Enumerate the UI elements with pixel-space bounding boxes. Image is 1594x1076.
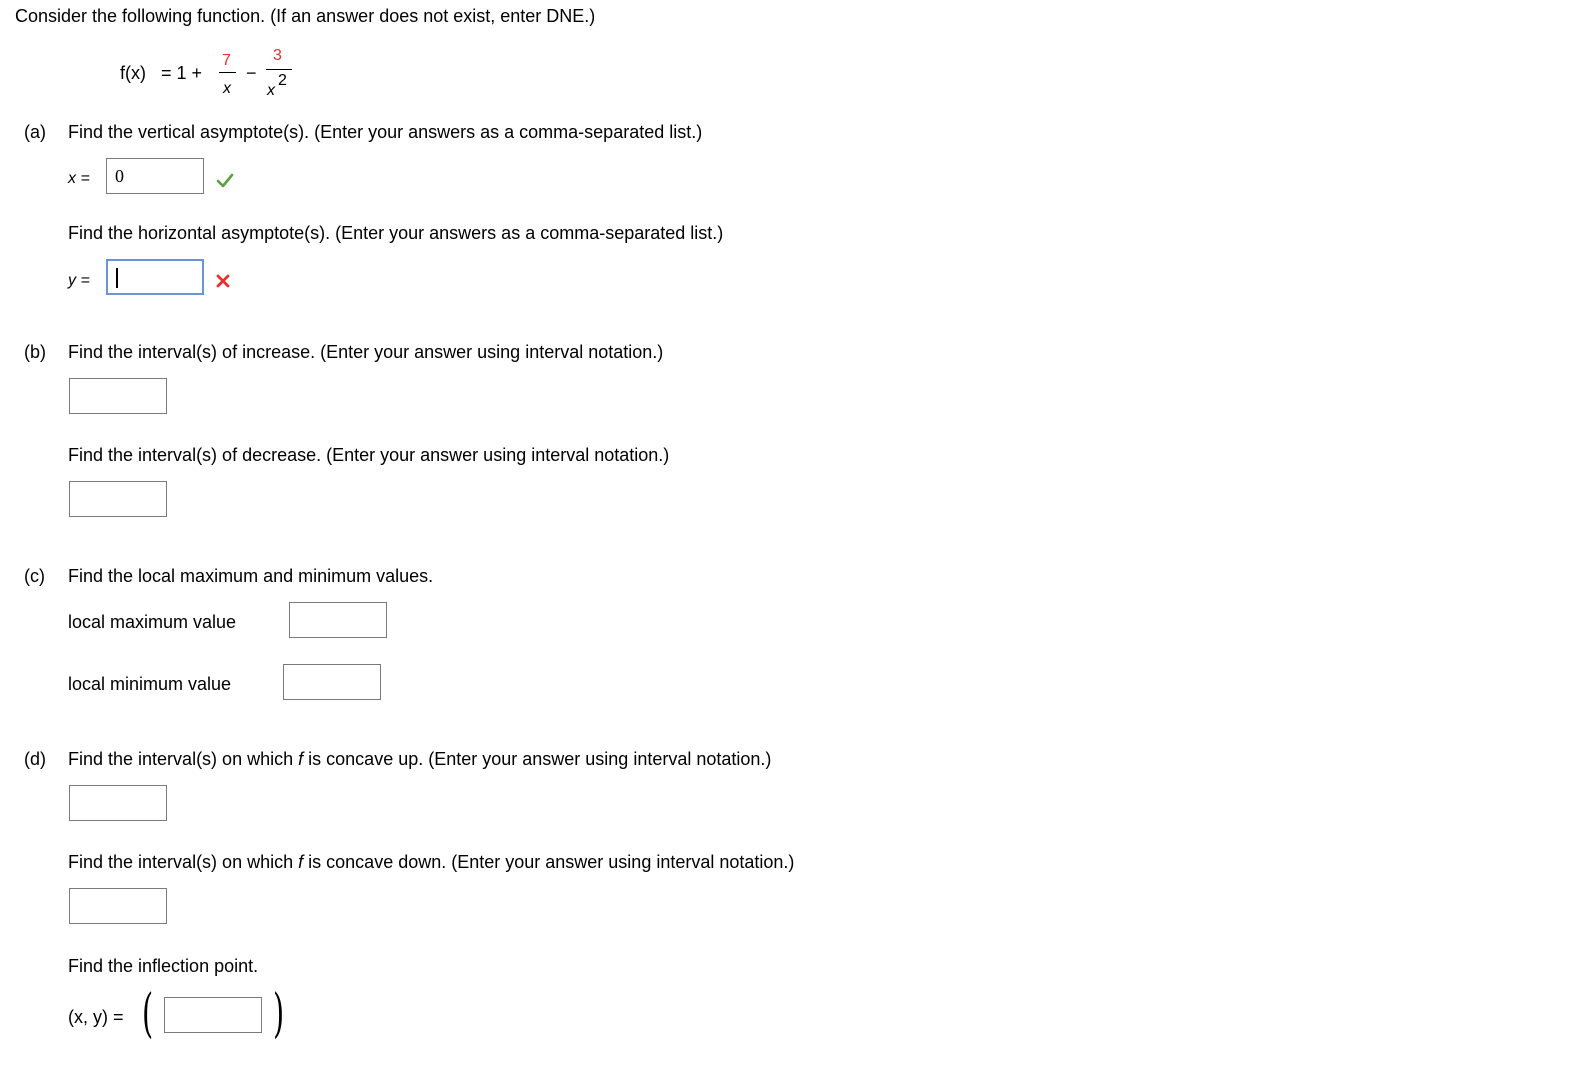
inflection-xy-label: (x, y) = xyxy=(68,1007,124,1027)
increase-interval-input[interactable] xyxy=(69,378,167,414)
fraction1-denominator: x xyxy=(223,80,231,97)
part-b-label: (b) xyxy=(24,342,46,362)
fraction1-bar xyxy=(219,72,236,73)
part-c-prompt: Find the local maximum and minimum values. xyxy=(68,566,434,586)
local-min-input[interactable] xyxy=(283,664,381,700)
text-caret xyxy=(116,268,118,288)
intro-text: Consider the following function. (If an answer does not exist, enter DNE.) xyxy=(15,6,596,26)
horizontal-asymptote-prompt: Find the horizontal asymptote(s). (Enter your answers as a comma-separated list.) xyxy=(68,223,724,243)
close-parenthesis: ) xyxy=(273,984,285,1044)
function-lhs: f(x) xyxy=(120,63,146,83)
vertical-asymptote-input[interactable] xyxy=(106,158,204,194)
part-a-prompt: Find the vertical asymptote(s). (Enter your answers as a comma-separated list.) xyxy=(68,122,703,142)
fraction2-numerator: 3 xyxy=(273,47,282,64)
local-max-label: local maximum value xyxy=(68,612,237,632)
vertical-asymptote-value: 0 xyxy=(115,166,124,186)
part-c-label: (c) xyxy=(24,566,45,586)
concave-up-prompt: Find the interval(s) on which f is concave up. (Enter your answer using interval notation.) xyxy=(68,749,772,769)
decrease-interval-input[interactable] xyxy=(69,481,167,517)
concave-down-input[interactable] xyxy=(69,888,167,924)
part-a-label: (a) xyxy=(24,122,46,142)
vertical-asymptote-var-label: x = xyxy=(68,170,90,187)
horizontal-asymptote-input[interactable] xyxy=(106,259,204,295)
concave-down-prompt: Find the interval(s) on which f is concave down. (Enter your answer using interval notation.) xyxy=(68,852,795,872)
cross-icon xyxy=(216,274,230,288)
fraction1-numerator: 7 xyxy=(222,52,231,69)
open-parenthesis: ( xyxy=(142,984,154,1044)
inflection-prompt: Find the inflection point. xyxy=(68,956,259,976)
part-b-prompt: Find the interval(s) of increase. (Enter your answer using interval notation.) xyxy=(68,342,664,362)
part-d-label: (d) xyxy=(24,749,46,769)
local-min-label: local minimum value xyxy=(68,674,232,694)
local-max-input[interactable] xyxy=(289,602,387,638)
function-minus: − xyxy=(246,63,257,83)
function-eq: = 1 + xyxy=(161,63,203,83)
horizontal-asymptote-var-label: y = xyxy=(68,272,90,289)
checkmark-icon xyxy=(216,173,234,189)
concave-up-input[interactable] xyxy=(69,785,167,821)
decrease-interval-prompt: Find the interval(s) of decrease. (Enter your answer using interval notation.) xyxy=(68,445,670,465)
fraction2-denominator-base: x xyxy=(267,82,275,99)
inflection-point-input[interactable] xyxy=(164,997,262,1033)
fraction2-denominator-exponent: 2 xyxy=(278,72,287,89)
